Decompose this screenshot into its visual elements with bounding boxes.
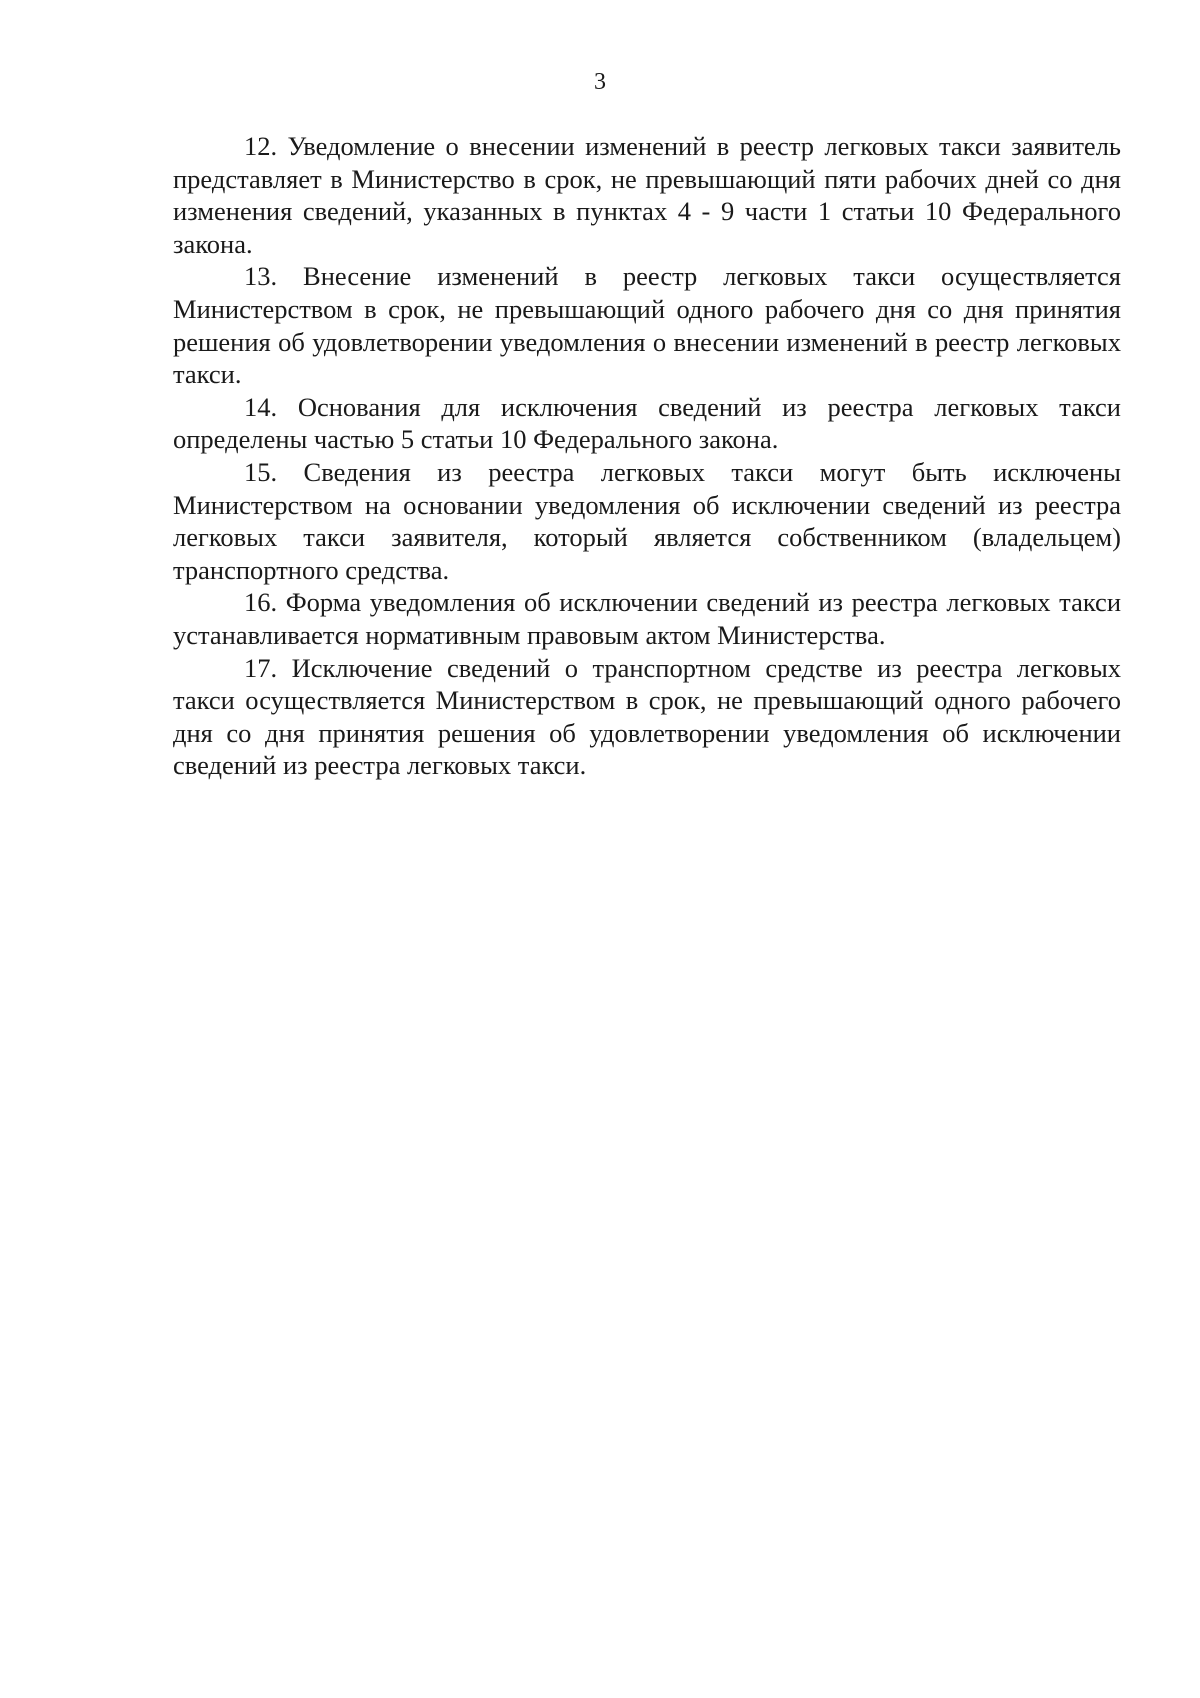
clause-14: 14. Основания для исключения сведений из реестра легковых такси определены частью 5 статьи 10 Федерального закона. bbox=[173, 391, 1121, 455]
document-body bbox=[173, 130, 1121, 782]
clause-13: 13. Внесение изменений в реестр легковых такси осуществляется Министерством в срок, не превышающий одного рабочего дня со дня принятия решения об удовлетворении уведомления о внесении изменений в реестр легковых такси. bbox=[173, 261, 1121, 390]
clause-12: 12. Уведомление о внесении изменений в реестр легковых такси заявитель представляет в Министерство в срок, не превышающий пяти рабочих дней со дня изменения сведений, указанных в пунктах 4 - 9 части 1 статьи 10 Федерального закона. bbox=[173, 131, 1121, 259]
clause-16: 16. Форма уведомления об исключении сведений из реестра легковых такси устанавливается нормативным правовым актом Министерства. bbox=[173, 587, 1121, 650]
clause-15: 15. Сведения из реестра легковых такси могут быть исключены Министерством на основании уведомления об исключении сведений из реестра легковых такси заявителя, который является собственником (владельцем) транспортного средства. bbox=[173, 456, 1121, 585]
page-number: 3 bbox=[594, 69, 606, 95]
clause-17: 17. Исключение сведений о транспортном средстве из реестра легковых такси осуществляется Министерством в срок, не превышающий одного рабочего дня со дня принятия решения об удовлетворении уведомления об исключении сведений из реестра легковых такси. bbox=[173, 652, 1121, 781]
